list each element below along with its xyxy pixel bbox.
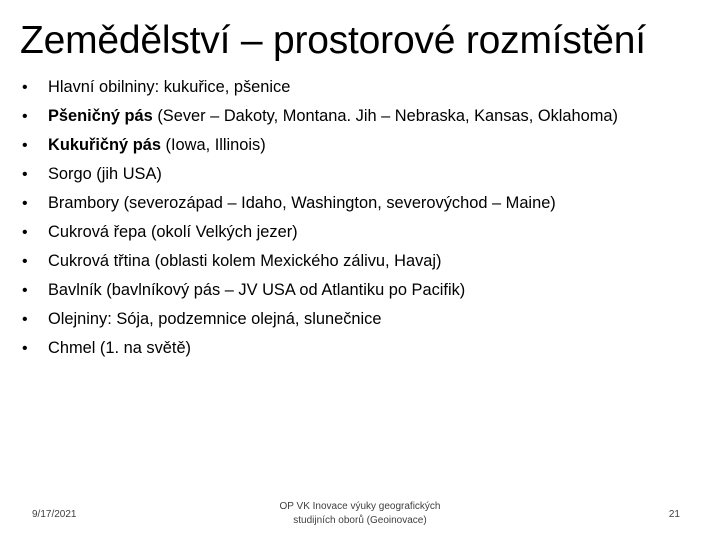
bullet-dot: • [22, 282, 28, 299]
bullet-plain-text: Cukrová třtina (oblasti kolem Mexického zálivu, Havaj) [48, 252, 442, 270]
bullet-text [48, 281, 465, 299]
bullet-text [48, 78, 290, 96]
bullet-text [48, 136, 266, 154]
bullet-plain-text: (Sever – Dakoty, Montana. Jih – Nebraska, Kansas, Oklahoma) [152, 107, 619, 125]
bullet-dot: • [22, 108, 28, 125]
list-item [22, 218, 712, 247]
list-item [22, 102, 712, 131]
bullet-dot: • [22, 137, 28, 154]
bullet-plain-text: (Iowa, Illinois) [160, 136, 266, 154]
bullet-dot: • [22, 253, 28, 270]
bullet-plain-text: Sorgo (jih USA) [48, 165, 162, 183]
slide-title: Zemědělství – prostorové rozmístění [20, 19, 646, 62]
slide-number: 21 [668, 509, 680, 520]
list-item [22, 189, 712, 218]
list-item [22, 305, 712, 334]
bullet-text [48, 223, 298, 241]
bullet-plain-text: Bavlník (bavlníkový pás – JV USA od Atlantiku po Pacifik) [48, 281, 466, 299]
bullet-plain-text: Olejniny: Sója, podzemnice olejná, slunečnice [48, 310, 382, 328]
list-item [22, 73, 712, 102]
list-item [22, 131, 712, 160]
bullet-bold-text: Pšeničný pás [48, 107, 153, 125]
footer-date: 9/17/2021 [32, 509, 77, 520]
bullet-dot: • [22, 166, 28, 183]
bullet-plain-text: Brambory (severozápad – Idaho, Washington, severovýchod – Maine) [48, 194, 556, 212]
bullet-dot: • [22, 311, 28, 328]
bullet-bold-text: Kukuřičný pás [48, 136, 161, 154]
bullet-dot: • [22, 79, 28, 96]
bullet-dot: • [22, 224, 28, 241]
bullet-text [48, 339, 191, 357]
footer-program-text [260, 500, 460, 528]
bullet-dot: • [22, 340, 28, 357]
bullet-list [22, 73, 712, 363]
bullet-text [48, 165, 162, 183]
bullet-plain-text: Cukrová řepa (okolí Velkých jezer) [48, 223, 298, 241]
bullet-dot: • [22, 195, 28, 212]
list-item [22, 160, 712, 189]
bullet-plain-text: Chmel (1. na světě) [48, 339, 192, 357]
bullet-text [48, 194, 556, 212]
list-item [22, 276, 712, 305]
list-item [22, 334, 712, 363]
list-item [22, 247, 712, 276]
bullet-text [48, 252, 442, 270]
bullet-text [48, 310, 381, 328]
footer-program-line-2: studijních oborů (Geoinovace) [293, 515, 427, 526]
bullet-plain-text: Hlavní obilniny: kukuřice, pšenice [48, 78, 291, 96]
footer-program-line-1: OP VK Inovace výuky geografických [279, 501, 441, 512]
bullet-text [48, 107, 618, 125]
